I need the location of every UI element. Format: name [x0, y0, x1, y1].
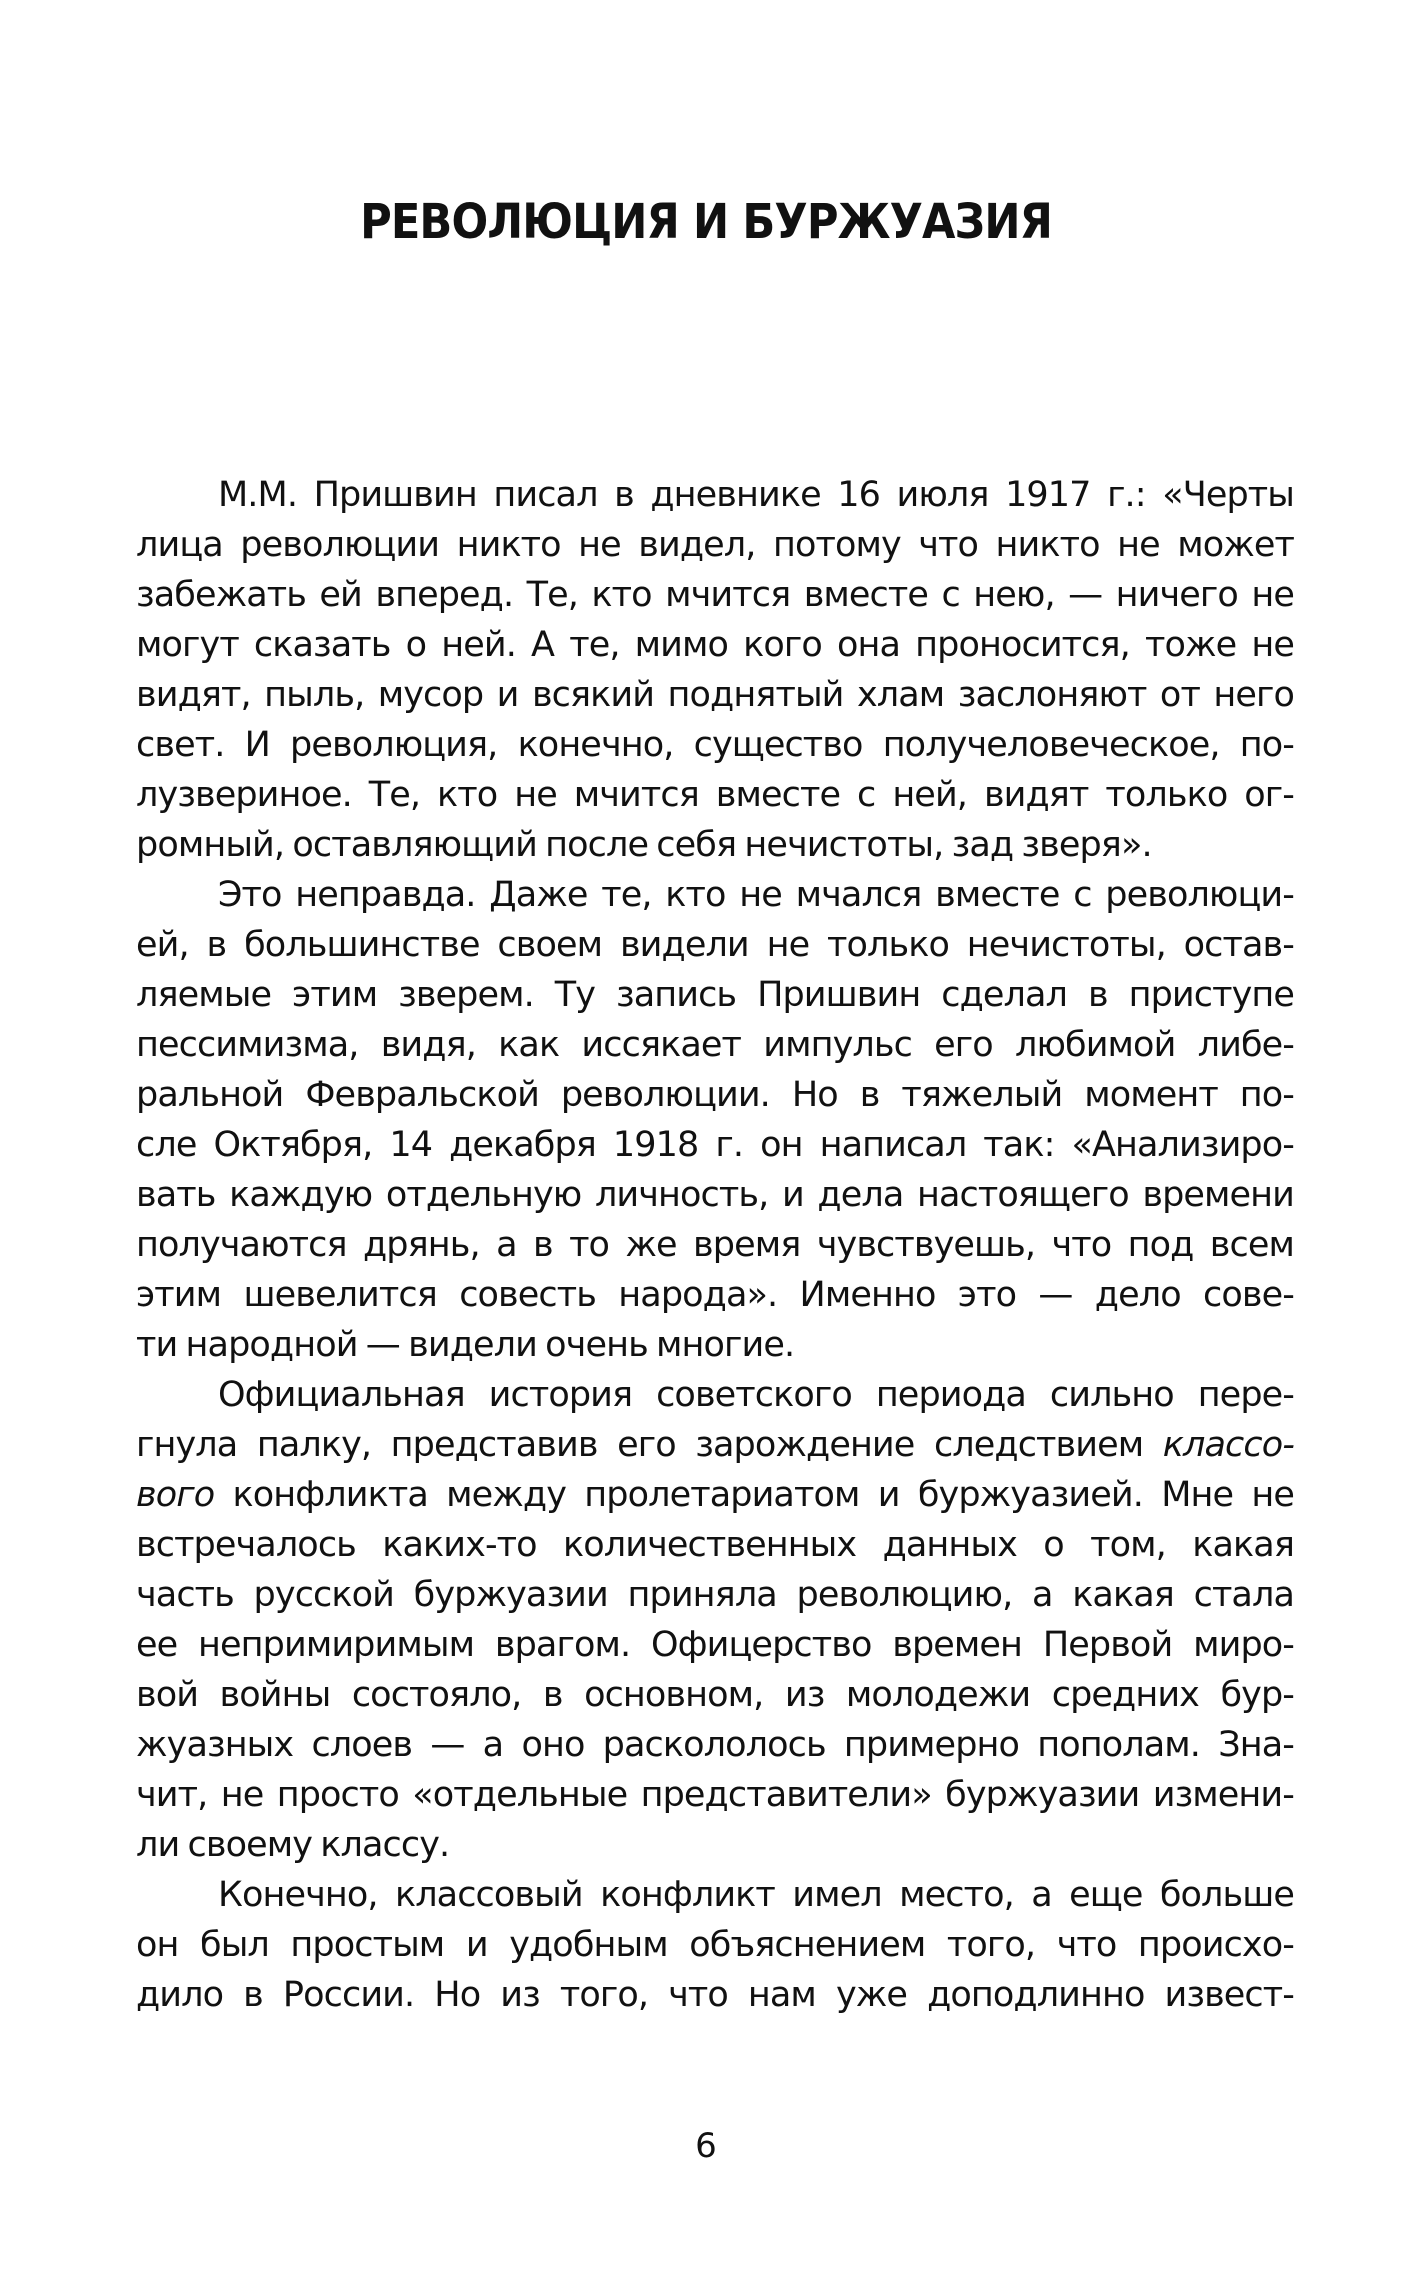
- text-line: ральной Февральской революции. Но в тяжелый момент по-: [136, 1075, 1294, 1115]
- text-line: Это неправда. Даже те, кто не мчался вместе с революци-: [218, 875, 1294, 915]
- text-segment: гнула палку, представив его зарождение следствием: [136, 1425, 1144, 1465]
- text-line: Официальная история советского периода сильно пере-: [218, 1375, 1294, 1415]
- text-line: ее непримиримым врагом. Офицерство времен Первой миро-: [136, 1625, 1294, 1665]
- text-line: ляемые этим зверем. Ту запись Пришвин сделал в приступе: [136, 975, 1294, 1015]
- text-line: ей, в большинстве своем видели не только нечистоты, остав-: [136, 925, 1294, 965]
- text-line: часть русской буржуазии приняла революцию, а какая стала: [136, 1575, 1294, 1615]
- text-segment: конфликта между пролетариатом и буржуазией. Мне не: [232, 1475, 1294, 1515]
- text-line: он был простым и удобным объяснением того, что происхо-: [136, 1925, 1294, 1965]
- text-line: Конечно, классовый конфликт имел место, а еще больше: [218, 1875, 1294, 1915]
- text-line: встречалось каких-то количественных данных о том, какая: [136, 1525, 1294, 1565]
- text-line: этим шевелится совесть народа». Именно это — дело сове-: [136, 1275, 1294, 1315]
- text-line: свет. И революция, конечно, существо получеловеческое, по-: [136, 725, 1294, 765]
- text-line: чит, не просто «отдельные представители» буржуазии измени-: [136, 1775, 1294, 1815]
- text-line: ти народной — видели очень многие.: [136, 1325, 795, 1365]
- text-line: лица революции никто не видел, потому что никто не может: [136, 525, 1294, 565]
- italic-term: вого: [136, 1475, 215, 1515]
- text-line: сле Октября, 14 декабря 1918 г. он написал так: «Анализиро-: [136, 1125, 1294, 1165]
- chapter-title: РЕВОЛЮЦИЯ И БУРЖУАЗИЯ: [360, 194, 1052, 250]
- text-line: получаются дрянь, а в то же время чувствуешь, что под всем: [136, 1225, 1294, 1265]
- text-line: ли своему классу.: [136, 1825, 450, 1865]
- text-line: пессимизма, видя, как иссякает импульс его любимой либе-: [136, 1025, 1294, 1065]
- text-line: ромный, оставляющий после себя нечистоты, зад зверя».: [136, 825, 1152, 865]
- italic-term: классо-: [1162, 1425, 1294, 1465]
- text-line: видят, пыль, мусор и всякий поднятый хлам заслоняют от него: [136, 675, 1294, 715]
- page-number: 6: [695, 2126, 717, 2166]
- text-line: вать каждую отдельную личность, и дела настоящего времени: [136, 1175, 1294, 1215]
- text-line: М.М. Пришвин писал в дневнике 16 июля 1917 г.: «Черты: [218, 475, 1294, 515]
- text-line: жуазных слоев — а оно раскололось примерно пополам. Зна-: [136, 1725, 1294, 1765]
- text-line: дило в России. Но из того, что нам уже доподлинно извест-: [136, 1975, 1294, 2015]
- text-line: вой войны состояло, в основном, из молодежи средних бур-: [136, 1675, 1294, 1715]
- text-line: могут сказать о ней. А те, мимо кого она проносится, тоже не: [136, 625, 1294, 665]
- text-line: забежать ей вперед. Те, кто мчится вместе с нею, — ничего не: [136, 575, 1294, 615]
- text-line: лузвериное. Те, кто не мчится вместе с ней, видят только ог-: [136, 775, 1294, 815]
